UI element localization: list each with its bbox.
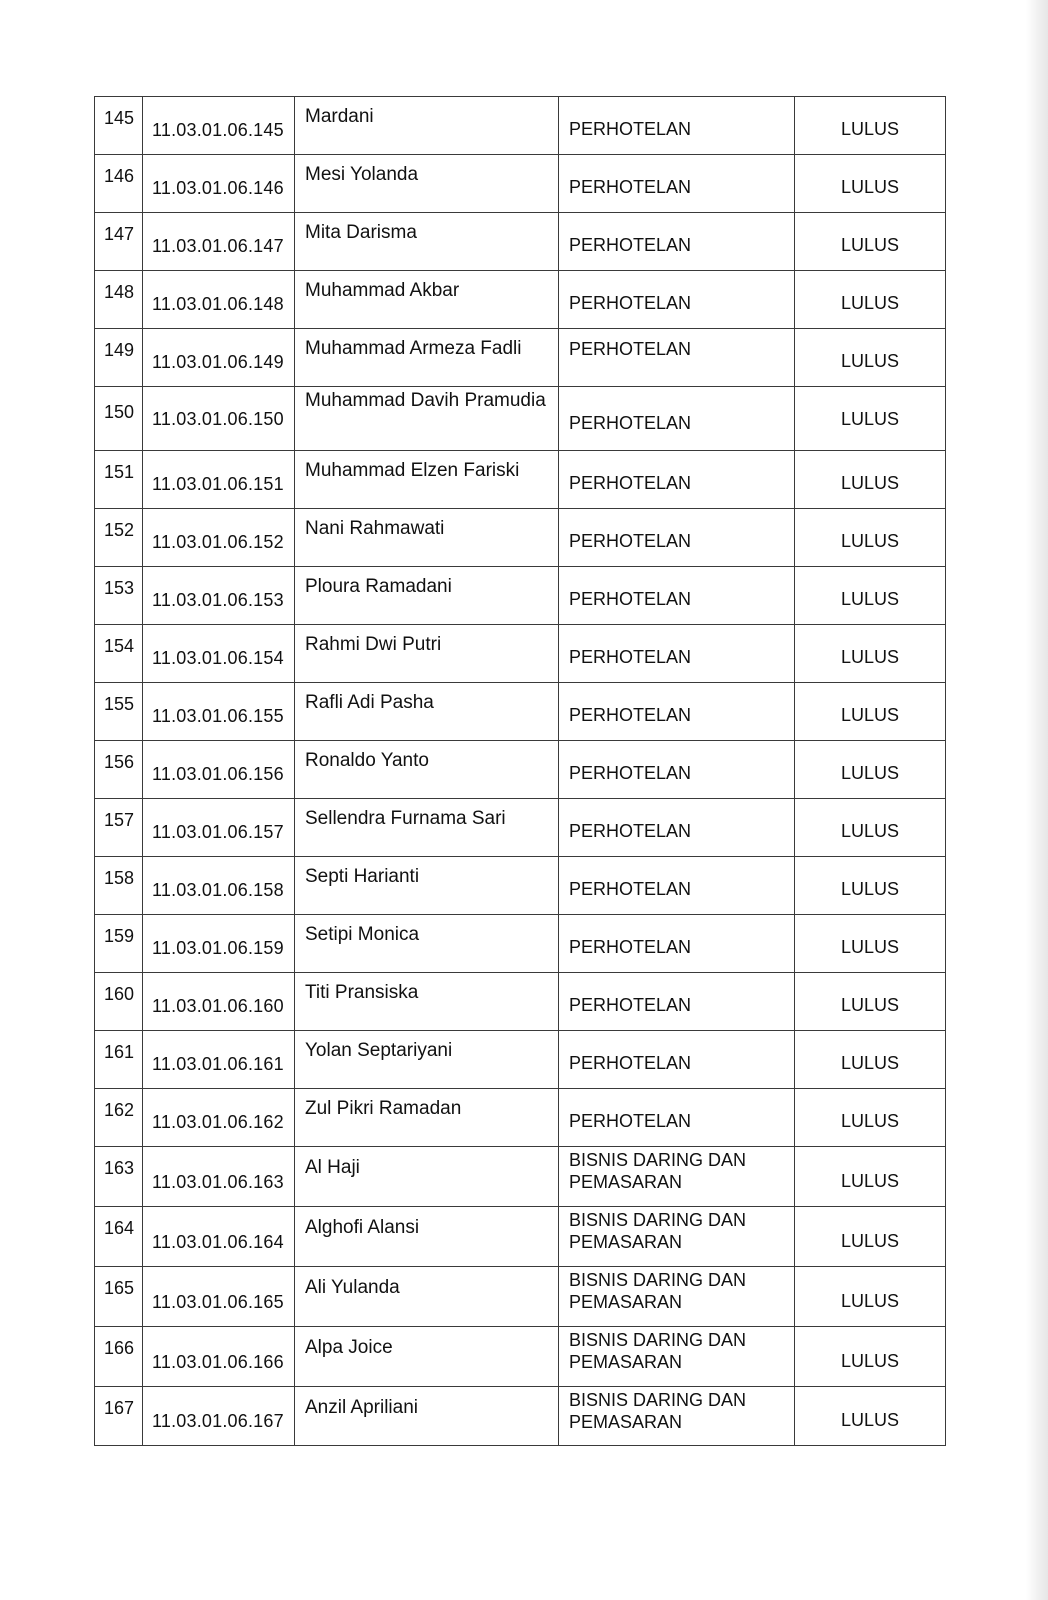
table-row: [95, 683, 946, 741]
student-id: 11.03.01.06.155: [152, 706, 284, 726]
program-name: PERHOTELAN: [569, 879, 692, 899]
table-row: [95, 1031, 946, 1089]
status-cell: [795, 97, 946, 155]
student-id: 11.03.01.06.151: [152, 474, 284, 494]
row-number: 159: [104, 926, 135, 946]
student-name: Rafli Adi Pasha: [305, 692, 434, 713]
student-id: 11.03.01.06.166: [152, 1352, 284, 1372]
row-number-cell: [95, 1267, 143, 1327]
student-name-cell: [295, 1147, 559, 1207]
table-row: [95, 1147, 946, 1207]
status-cell: [795, 857, 946, 915]
program-name: PERHOTELAN: [569, 531, 692, 551]
status-text: LULUS: [840, 531, 900, 551]
status-text: LULUS: [840, 1291, 900, 1311]
status-text: LULUS: [840, 821, 900, 841]
row-number-cell: [95, 451, 143, 509]
status-text: LULUS: [840, 119, 900, 139]
student-name-cell: [295, 1031, 559, 1089]
status-cell: [795, 1267, 946, 1327]
row-number: 165: [104, 1278, 135, 1298]
student-name-cell: [295, 97, 559, 155]
program-cell: [559, 155, 795, 213]
student-name-cell: [295, 625, 559, 683]
program-cell: [559, 1327, 795, 1387]
row-number-cell: [95, 799, 143, 857]
status-cell: [795, 567, 946, 625]
status-text: LULUS: [840, 1053, 900, 1073]
row-number: 167: [104, 1398, 135, 1418]
table-row: [95, 1267, 946, 1327]
program-name: PERHOTELAN: [569, 119, 692, 139]
table-row: [95, 1327, 946, 1387]
program-name: PERHOTELAN: [569, 821, 692, 841]
row-number-cell: [95, 329, 143, 387]
program-cell: [559, 213, 795, 271]
row-number: 146: [104, 166, 135, 186]
student-name: Alpa Joice: [305, 1337, 393, 1358]
row-number-cell: [95, 567, 143, 625]
student-name-cell: [295, 1089, 559, 1147]
program-cell: [559, 271, 795, 329]
student-id: 11.03.01.06.156: [152, 764, 284, 784]
row-number-cell: [95, 1327, 143, 1387]
status-cell: [795, 741, 946, 799]
row-number: 150: [104, 402, 135, 422]
row-number-cell: [95, 271, 143, 329]
table-row: [95, 329, 946, 387]
row-number-cell: [95, 387, 143, 451]
student-name: Muhammad Davih Pramudia: [305, 390, 546, 411]
student-name-cell: [295, 387, 559, 451]
row-number-cell: [95, 741, 143, 799]
program-name: PERHOTELAN: [569, 647, 692, 667]
row-number-cell: [95, 625, 143, 683]
row-number: 157: [104, 810, 135, 830]
student-name: Muhammad Elzen Fariski: [305, 460, 520, 481]
table-row: [95, 1387, 946, 1446]
status-cell: [795, 1031, 946, 1089]
status-cell: [795, 213, 946, 271]
program-name: BISNIS DARING DAN PEMASARAN: [569, 1390, 747, 1432]
program-cell: [559, 509, 795, 567]
student-name: Muhammad Armeza Fadli: [305, 338, 522, 359]
table-row: [95, 915, 946, 973]
table-row: [95, 799, 946, 857]
table-row: [95, 1207, 946, 1267]
row-number: 163: [104, 1158, 135, 1178]
program-cell: [559, 625, 795, 683]
row-number-cell: [95, 97, 143, 155]
table-row: [95, 1089, 946, 1147]
row-number-cell: [95, 1387, 143, 1446]
row-number-cell: [95, 1207, 143, 1267]
status-text: LULUS: [840, 235, 900, 255]
row-number-cell: [95, 857, 143, 915]
student-id: 11.03.01.06.145: [152, 120, 284, 140]
row-number: 149: [104, 340, 135, 360]
status-cell: [795, 271, 946, 329]
status-cell: [795, 451, 946, 509]
student-name-cell: [295, 329, 559, 387]
student-name: Nani Rahmawati: [305, 518, 445, 539]
row-number-cell: [95, 1031, 143, 1089]
status-text: LULUS: [840, 293, 900, 313]
row-number: 147: [104, 224, 135, 244]
program-name: PERHOTELAN: [569, 995, 692, 1015]
student-id: 11.03.01.06.146: [152, 178, 284, 198]
program-name: PERHOTELAN: [569, 763, 692, 783]
student-id: 11.03.01.06.152: [152, 532, 284, 552]
table-row: [95, 271, 946, 329]
student-name: Alghofi Alansi: [305, 1217, 420, 1238]
student-id: 11.03.01.06.165: [152, 1292, 284, 1312]
program-name: PERHOTELAN: [569, 1053, 692, 1073]
student-name: Sellendra Furnama Sari: [305, 808, 506, 829]
student-id-cell: [143, 1089, 295, 1147]
student-id-cell: [143, 213, 295, 271]
status-cell: [795, 799, 946, 857]
status-cell: [795, 155, 946, 213]
program-cell: [559, 451, 795, 509]
student-name: Titi Pransiska: [305, 982, 419, 1003]
status-cell: [795, 1089, 946, 1147]
status-cell: [795, 973, 946, 1031]
student-name-cell: [295, 1207, 559, 1267]
student-name-cell: [295, 155, 559, 213]
program-name: PERHOTELAN: [569, 413, 692, 433]
status-text: LULUS: [840, 1171, 900, 1191]
table-row: [95, 625, 946, 683]
row-number: 161: [104, 1042, 135, 1062]
status-text: LULUS: [840, 351, 900, 371]
row-number-cell: [95, 683, 143, 741]
student-id-cell: [143, 1327, 295, 1387]
row-number: 160: [104, 984, 135, 1004]
student-id: 11.03.01.06.160: [152, 996, 284, 1016]
student-id-cell: [143, 97, 295, 155]
row-number-cell: [95, 213, 143, 271]
student-name-cell: [295, 1387, 559, 1446]
status-cell: [795, 387, 946, 451]
program-name: BISNIS DARING DAN PEMASARAN: [569, 1210, 747, 1252]
scanned-page-edge: [1026, 0, 1048, 1600]
student-name-cell: [295, 271, 559, 329]
student-id: 11.03.01.06.159: [152, 938, 284, 958]
program-cell: [559, 799, 795, 857]
row-number: 151: [104, 462, 135, 482]
student-name-cell: [295, 1327, 559, 1387]
student-name: Rahmi Dwi Putri: [305, 634, 442, 655]
student-name: Muhammad Akbar: [305, 280, 460, 301]
row-number-cell: [95, 1089, 143, 1147]
student-name-cell: [295, 741, 559, 799]
program-name: PERHOTELAN: [569, 293, 692, 313]
student-name: Ploura Ramadani: [305, 576, 452, 597]
student-name-cell: [295, 973, 559, 1031]
program-cell: [559, 1089, 795, 1147]
status-cell: [795, 625, 946, 683]
row-number-cell: [95, 155, 143, 213]
student-name-cell: [295, 915, 559, 973]
student-id-cell: [143, 1147, 295, 1207]
student-name: Mardani: [305, 106, 374, 127]
student-name: Al Haji: [305, 1157, 360, 1178]
student-id-cell: [143, 1387, 295, 1446]
student-id-cell: [143, 509, 295, 567]
student-id-cell: [143, 387, 295, 451]
program-cell: [559, 683, 795, 741]
student-name: Zul Pikri Ramadan: [305, 1098, 462, 1119]
row-number: 166: [104, 1338, 135, 1358]
row-number: 154: [104, 636, 135, 656]
student-name-cell: [295, 857, 559, 915]
program-name: BISNIS DARING DAN PEMASARAN: [569, 1330, 747, 1372]
table-row: [95, 973, 946, 1031]
program-cell: [559, 741, 795, 799]
student-id: 11.03.01.06.148: [152, 294, 284, 314]
student-id-cell: [143, 271, 295, 329]
student-id: 11.03.01.06.153: [152, 590, 284, 610]
program-cell: [559, 387, 795, 451]
student-id: 11.03.01.06.154: [152, 648, 284, 668]
student-id-cell: [143, 155, 295, 213]
program-name: PERHOTELAN: [569, 177, 692, 197]
status-text: LULUS: [840, 589, 900, 609]
student-name-cell: [295, 567, 559, 625]
status-cell: [795, 1207, 946, 1267]
status-text: LULUS: [840, 473, 900, 493]
student-name: Ronaldo Yanto: [305, 750, 429, 771]
student-id-cell: [143, 567, 295, 625]
row-number-cell: [95, 1147, 143, 1207]
student-id-cell: [143, 915, 295, 973]
student-id-cell: [143, 1031, 295, 1089]
status-text: LULUS: [840, 409, 900, 429]
status-cell: [795, 1147, 946, 1207]
student-id: 11.03.01.06.163: [152, 1172, 284, 1192]
student-id-cell: [143, 799, 295, 857]
program-cell: [559, 1147, 795, 1207]
status-text: LULUS: [840, 879, 900, 899]
status-text: LULUS: [840, 995, 900, 1015]
status-cell: [795, 509, 946, 567]
table-body: [95, 97, 946, 1446]
student-name: Setipi Monica: [305, 924, 420, 945]
row-number: 152: [104, 520, 135, 540]
status-cell: [795, 1387, 946, 1446]
row-number-cell: [95, 915, 143, 973]
status-text: LULUS: [840, 177, 900, 197]
program-name: PERHOTELAN: [569, 1111, 692, 1131]
status-text: LULUS: [840, 763, 900, 783]
student-id-cell: [143, 625, 295, 683]
student-name: Yolan Septariyani: [305, 1040, 453, 1061]
program-cell: [559, 1267, 795, 1327]
status-text: LULUS: [840, 647, 900, 667]
status-text: LULUS: [840, 937, 900, 957]
student-name-cell: [295, 213, 559, 271]
program-cell: [559, 1387, 795, 1446]
table-row: [95, 451, 946, 509]
student-name-cell: [295, 1267, 559, 1327]
student-name-cell: [295, 683, 559, 741]
student-id: 11.03.01.06.164: [152, 1232, 284, 1252]
table-row: [95, 741, 946, 799]
row-number: 148: [104, 282, 135, 302]
status-text: LULUS: [840, 705, 900, 725]
program-name: BISNIS DARING DAN PEMASARAN: [569, 1150, 747, 1192]
program-name: PERHOTELAN: [569, 937, 692, 957]
student-id-cell: [143, 1267, 295, 1327]
row-number: 158: [104, 868, 135, 888]
program-cell: [559, 973, 795, 1031]
student-name-cell: [295, 509, 559, 567]
table-row: [95, 567, 946, 625]
student-id: 11.03.01.06.150: [152, 409, 284, 429]
row-number: 162: [104, 1100, 135, 1120]
status-cell: [795, 1327, 946, 1387]
program-name: PERHOTELAN: [569, 235, 692, 255]
program-cell: [559, 1207, 795, 1267]
graduation-results-table: [94, 96, 946, 1446]
row-number: 145: [104, 108, 135, 128]
program-name: PERHOTELAN: [569, 473, 692, 493]
table-row: [95, 155, 946, 213]
status-cell: [795, 329, 946, 387]
student-name-cell: [295, 799, 559, 857]
student-name: Anzil Apriliani: [305, 1397, 418, 1418]
student-id-cell: [143, 973, 295, 1031]
program-cell: [559, 1031, 795, 1089]
student-name: Mita Darisma: [305, 222, 417, 243]
table-row: [95, 97, 946, 155]
student-id-cell: [143, 857, 295, 915]
row-number: 155: [104, 694, 135, 714]
table-row: [95, 857, 946, 915]
program-name: PERHOTELAN: [569, 339, 692, 359]
status-cell: [795, 683, 946, 741]
student-name: Septi Harianti: [305, 866, 420, 887]
row-number-cell: [95, 973, 143, 1031]
student-id-cell: [143, 1207, 295, 1267]
student-name: Ali Yulanda: [305, 1277, 400, 1298]
program-cell: [559, 97, 795, 155]
student-id-cell: [143, 683, 295, 741]
row-number-cell: [95, 509, 143, 567]
student-id: 11.03.01.06.157: [152, 822, 284, 842]
table-row: [95, 387, 946, 451]
student-id-cell: [143, 741, 295, 799]
row-number: 153: [104, 578, 135, 598]
student-id-cell: [143, 329, 295, 387]
status-text: LULUS: [840, 1410, 900, 1430]
row-number: 164: [104, 1218, 135, 1238]
student-id: 11.03.01.06.147: [152, 236, 284, 256]
program-name: BISNIS DARING DAN PEMASARAN: [569, 1270, 747, 1312]
row-number: 156: [104, 752, 135, 772]
student-name-cell: [295, 451, 559, 509]
student-id: 11.03.01.06.167: [152, 1411, 284, 1431]
student-name: Mesi Yolanda: [305, 164, 419, 185]
status-cell: [795, 915, 946, 973]
student-id: 11.03.01.06.149: [152, 352, 284, 372]
student-id: 11.03.01.06.158: [152, 880, 284, 900]
program-cell: [559, 915, 795, 973]
program-cell: [559, 857, 795, 915]
status-text: LULUS: [840, 1351, 900, 1371]
program-name: PERHOTELAN: [569, 705, 692, 725]
program-cell: [559, 567, 795, 625]
student-id: 11.03.01.06.162: [152, 1112, 284, 1132]
status-text: LULUS: [840, 1231, 900, 1251]
status-text: LULUS: [840, 1111, 900, 1131]
student-id: 11.03.01.06.161: [152, 1054, 284, 1074]
program-name: PERHOTELAN: [569, 589, 692, 609]
program-cell: [559, 329, 795, 387]
table-row: [95, 509, 946, 567]
table-row: [95, 213, 946, 271]
student-id-cell: [143, 451, 295, 509]
